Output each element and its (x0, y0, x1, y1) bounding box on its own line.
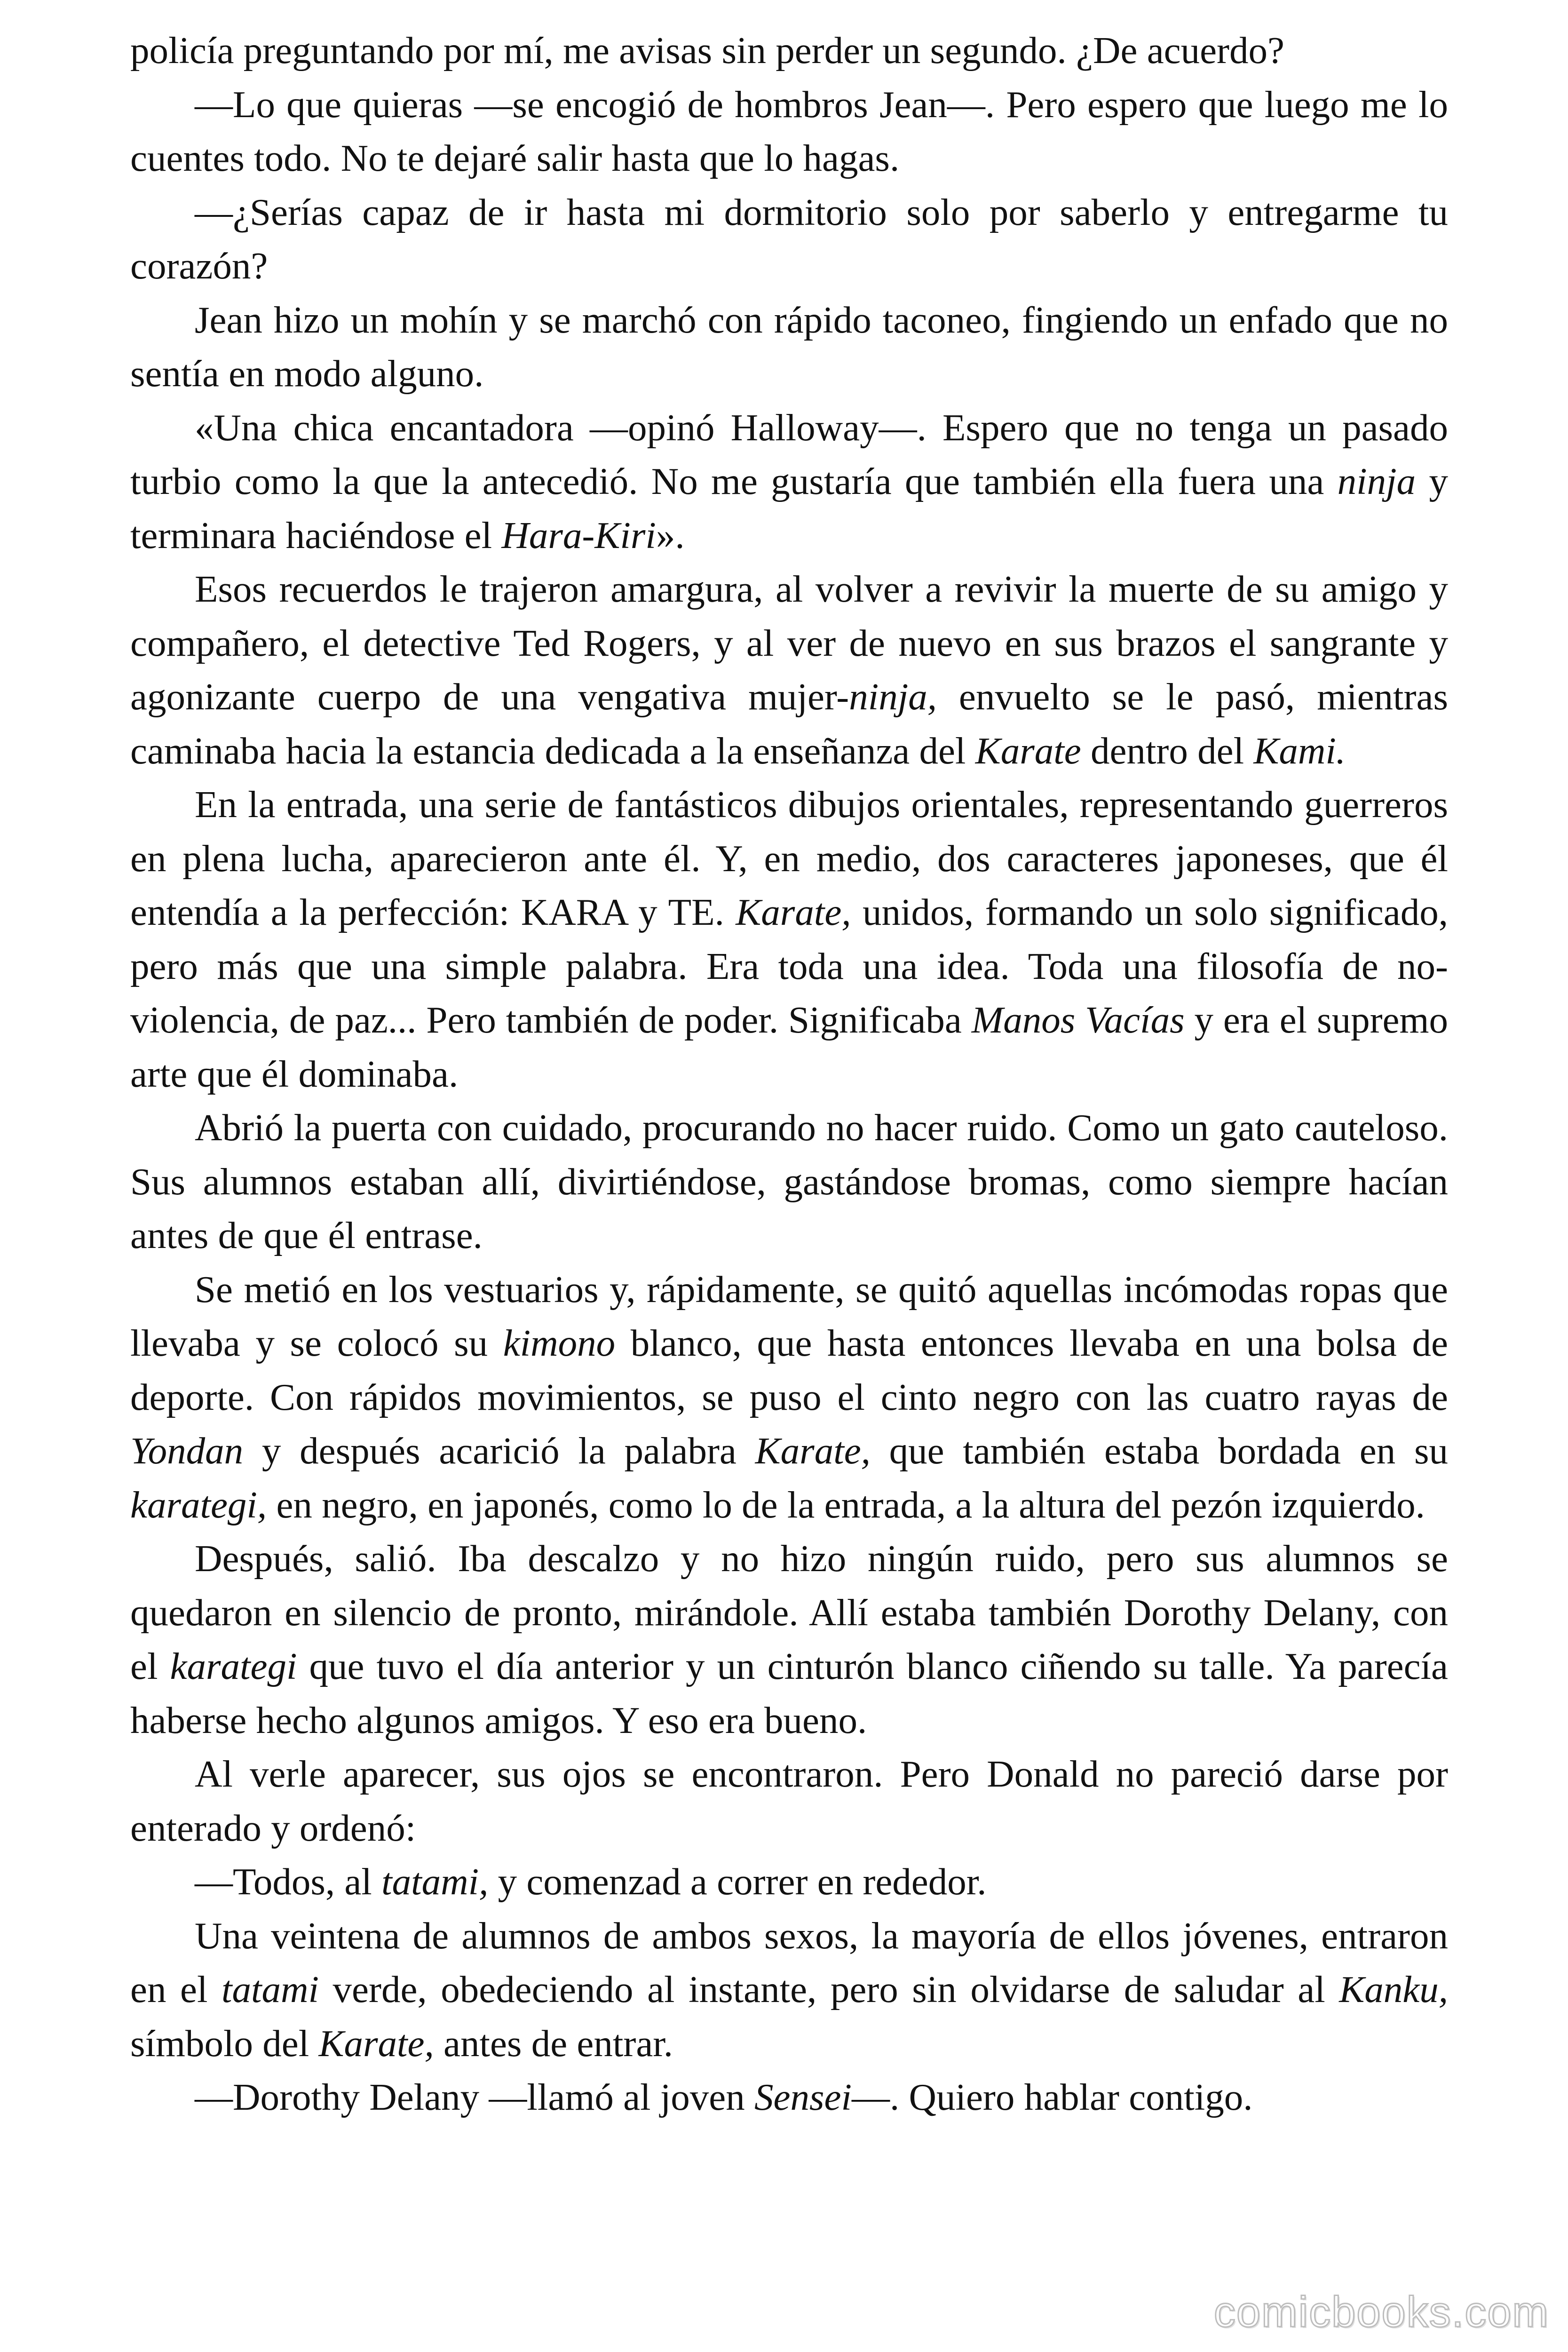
text-segment: dentro del (1081, 729, 1254, 772)
paragraph (130, 1855, 1448, 1909)
text-segment: y era el supremo arte que él dominaba. (130, 999, 1448, 1095)
text-segment: —. Quiero hablar contigo. (851, 2076, 1253, 2118)
text-segment: blanco, que hasta entonces llevaba en una bolsa de deporte. Con rápidos movimientos, se puso el cinto negro con las cuatro rayas de (130, 1322, 1448, 1418)
paragraph (130, 2070, 1448, 2124)
text-segment: Se metió en los vestuarios y, rápidamente, se quitó aquellas incómodas ropas que llevaba y se colocó su (130, 1268, 1448, 1364)
text-segment: ». (656, 514, 685, 556)
text-segment: y después acarició la palabra (243, 1430, 755, 1472)
text-segment: —Todos, al (195, 1860, 382, 1903)
text-segment: símbolo del (130, 2022, 319, 2065)
italic-text-segment: Karate (975, 729, 1081, 772)
text-segment: En la entrada, una serie de fantásticos dibujos orientales, representando guerreros en plena lucha, aparecieron ante él. Y, en medio, dos caracteres japoneses, que él entendía a la perfección: KARA y TE. (130, 783, 1448, 933)
paragraph (130, 1747, 1448, 1855)
text-segment: Al verle aparecer, sus ojos se encontraron. Pero Donald no pareció darse por enterado y ordenó: (130, 1753, 1448, 1849)
text-segment: Una veintena de alumnos de ambos sexos, la mayoría de ellos jóvenes, entraron en el (130, 1914, 1448, 2010)
text-segment: Abrió la puerta con cuidado, procurando no hacer ruido. Como un gato cauteloso. Sus alumnos estaban allí, divirtiéndose, gastándose bromas, como siempre hacían antes de que él entrase. (130, 1106, 1448, 1256)
paragraph (130, 78, 1448, 185)
paragraph (130, 293, 1448, 401)
text-segment: verde, obedeciendo al instante, pero sin olvidarse de saludar al (319, 1968, 1339, 2010)
italic-text-segment: tatami (222, 1968, 319, 2010)
paragraph (130, 185, 1448, 293)
text-segment: policía preguntando por mí, me avisas sin perder un segundo. ¿De acuerdo? (130, 29, 1284, 72)
text-segment: que tuvo el día anterior y un cinturón blanco ciñendo su talle. Ya parecía haberse hecho algunos amigos. Y eso era bueno. (130, 1645, 1448, 1741)
text-segment: —¿Serías capaz de ir hasta mi dormitorio solo por saberlo y entregarme tu corazón? (130, 191, 1448, 287)
text-segment: antes de entrar. (434, 2022, 673, 2065)
paragraph (130, 778, 1448, 1101)
paragraph (130, 401, 1448, 563)
italic-text-segment: ninja, (849, 675, 937, 718)
text-segment: envuelto se le pasó, mientras caminaba hacia la estancia dedicada a la enseñanza del (130, 675, 1448, 772)
italic-text-segment: ninja (1337, 460, 1416, 502)
italic-text-segment: Hara-Kiri (501, 514, 656, 556)
text-segment: y comenzad a correr en rededor. (488, 1860, 987, 1903)
paragraph (130, 1263, 1448, 1532)
italic-text-segment: karategi (170, 1645, 297, 1687)
italic-text-segment: Karate, (755, 1430, 871, 1472)
italic-text-segment: kimono (503, 1322, 616, 1364)
text-segment: Después, salió. Iba descalzo y no hizo ningún ruido, pero sus alumnos se quedaron en silencio de pronto, mirándole. Allí estaba también Dorothy Delany, con el (130, 1537, 1448, 1687)
book-page-text (130, 24, 1448, 2124)
paragraph (130, 562, 1448, 778)
text-segment: y terminara haciéndose el (130, 460, 1448, 556)
text-segment: unidos, formando un solo significado, pero más que una simple palabra. Era toda una idea. Toda una filosofía de no-violencia, de paz... Pero también de poder. Significaba (130, 891, 1448, 1041)
italic-text-segment: Yondan (130, 1430, 244, 1472)
paragraph (130, 1101, 1448, 1263)
italic-text-segment: tatami, (381, 1860, 489, 1903)
text-segment: en negro, en japonés, como lo de la entrada, a la altura del pezón izquierdo. (267, 1483, 1425, 1526)
text-segment: —Lo que quieras —se encogió de hombros Jean—. Pero espero que luego me lo cuentes todo. No te dejaré salir hasta que lo hagas. (130, 83, 1448, 179)
italic-text-segment: Karate, (736, 891, 851, 933)
paragraph (130, 1909, 1448, 2071)
italic-text-segment: Kanku, (1339, 1968, 1448, 2010)
paragraph (130, 1532, 1448, 1747)
watermark: comicbooks.com (1213, 2288, 1549, 2336)
text-segment: —Dorothy Delany —llamó al joven (195, 2076, 755, 2118)
italic-text-segment: Kami. (1253, 729, 1346, 772)
text-segment: Esos recuerdos le trajeron amargura, al volver a revivir la muerte de su amigo y compañero, el detective Ted Rogers, y al ver de nuevo en sus brazos el sangrante y agonizante cuerpo de una vengativa mujer- (130, 568, 1448, 718)
text-segment: Jean hizo un mohín y se marchó con rápido taconeo, fingiendo un enfado que no sentía en modo alguno. (130, 298, 1448, 395)
paragraph (130, 24, 1448, 78)
italic-text-segment: Karate, (318, 2022, 434, 2065)
italic-text-segment: Sensei (754, 2076, 852, 2118)
text-segment: que también estaba bordada en su (870, 1430, 1448, 1472)
text-segment: «Una chica encantadora —opinó Halloway—. Espero que no tenga un pasado turbio como la que la antecedió. No me gustaría que también ella fuera una (130, 406, 1448, 502)
italic-text-segment: karategi, (130, 1483, 267, 1526)
italic-text-segment: Manos Vacías (971, 999, 1185, 1041)
